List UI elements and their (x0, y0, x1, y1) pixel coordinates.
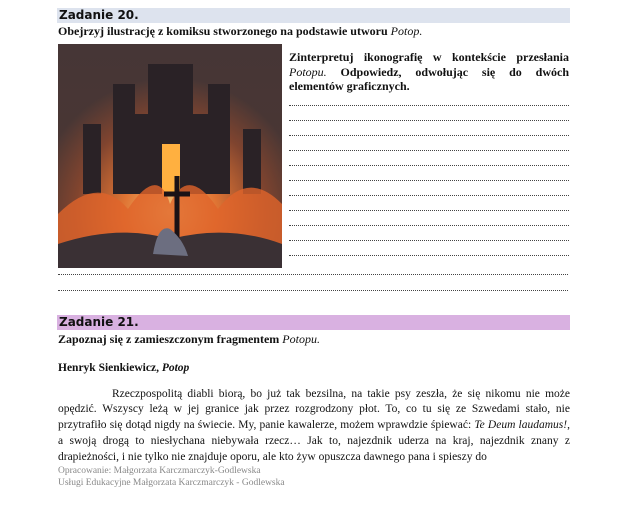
instruction-title: Potopu. (282, 332, 320, 346)
answer-line[interactable] (289, 194, 569, 196)
answer-line[interactable] (289, 119, 569, 121)
task-20-header: Zadanie 20. (57, 8, 570, 23)
source-citation (58, 361, 570, 375)
answer-line[interactable] (289, 209, 569, 211)
question-text: Zinterpretuj ikonografię w kontekście przesłania (289, 50, 569, 64)
task-20-question (289, 50, 569, 94)
answer-line[interactable] (58, 273, 568, 275)
author: Henryk Sienkiewicz, (58, 361, 162, 374)
answer-line[interactable] (289, 224, 569, 226)
excerpt-paragraph (58, 387, 570, 466)
answer-line[interactable] (289, 134, 569, 136)
answer-line[interactable] (289, 149, 569, 151)
footer-author: Opracowanie: Małgorzata Karczmarczyk-Godlewska (58, 466, 261, 477)
answer-line[interactable] (58, 289, 568, 291)
instruction-text: Zapoznaj się z zamieszczonym fragmentem (58, 332, 283, 346)
comic-illustration (58, 44, 282, 268)
footer-company: Usługi Edukacyjne Małgorzata Karczmarczyk - Godlewska (58, 478, 285, 489)
answer-line[interactable] (289, 179, 569, 181)
excerpt-text: Rzeczpospolitą diabli biorą, bo już tak bezsilna, na takie psy zeszła, że się nikomu nie może opędzić. Wszyscy leżą w jej granice jak przez rozgrodzony płot. To, co tu się ze Szwedami stało, nie przytrafiło się dotąd nigdy na świecie. My, panie kawalerze, możem wprawdzie śpiewać: (58, 387, 570, 432)
excerpt-text-2: , a swoją drogą to niesłychana niebywała rzecz… Jak to, najezdnik uderza na kraj, najezdnik znany z drapieżności, i nie tylko nie znajduje oporu, ale kto żyw opuszcza dawnego pana i spieszy do (58, 419, 570, 463)
answer-line[interactable] (289, 164, 569, 166)
answer-line[interactable] (289, 254, 569, 256)
work-title: Potop (161, 361, 190, 374)
instruction-title: Potop. (390, 24, 423, 38)
answer-line[interactable] (289, 104, 569, 106)
task-21-instruction (58, 332, 570, 347)
question-text-2: Odpowiedz, odwołując się do dwóch elementów graficznych. (289, 64, 569, 93)
task-21-section (58, 315, 570, 489)
latin-phrase: Te Deum laudamus! (474, 419, 568, 432)
task-21-header: Zadanie 21. (57, 315, 570, 330)
task-20-instruction (58, 24, 422, 39)
instruction-text: Obejrzyj ilustrację z komiksu stworzonego na podstawie utworu (58, 24, 391, 38)
question-title: Potopu. (289, 64, 327, 79)
answer-line[interactable] (289, 239, 569, 241)
